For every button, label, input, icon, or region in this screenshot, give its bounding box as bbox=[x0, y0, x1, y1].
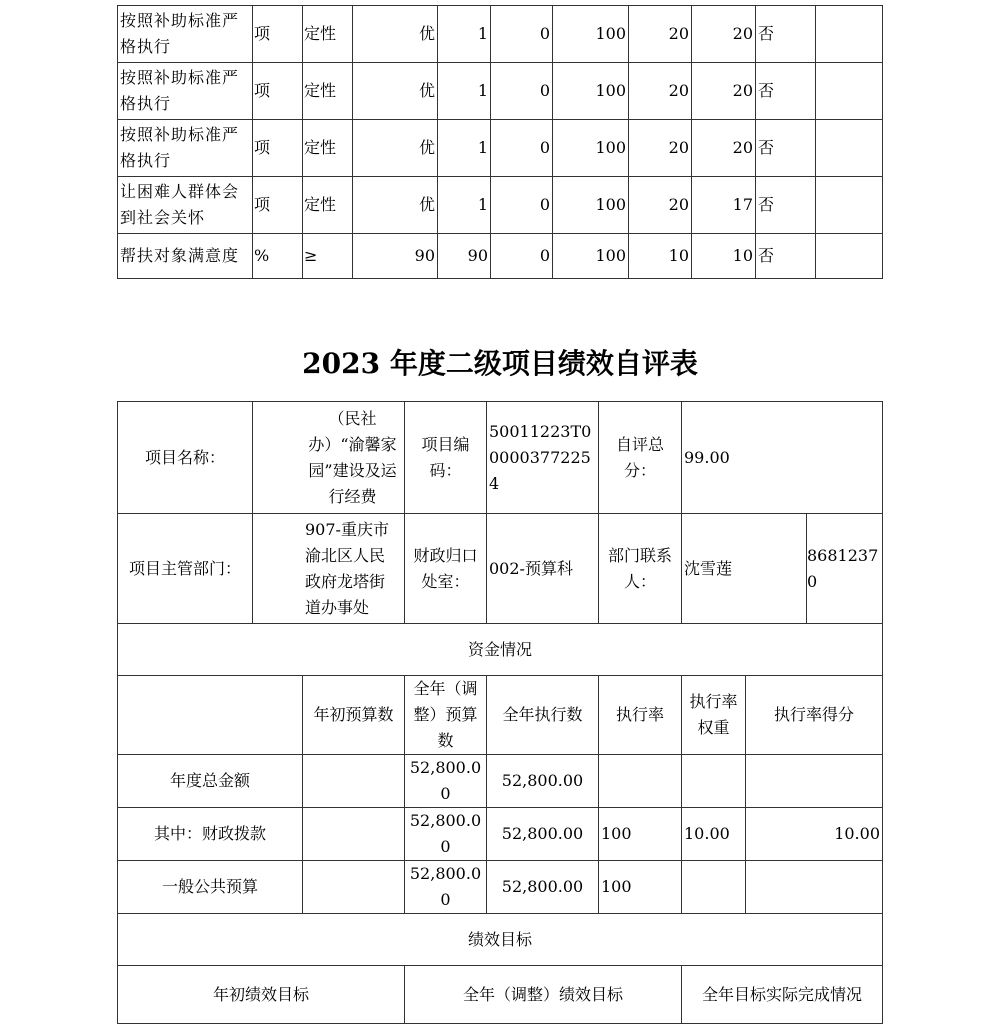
dept-value: 907-重庆市渝北区人民政府龙塔街道办事处 bbox=[253, 514, 405, 624]
indicator-name: 让困难人群体会到社会关怀 bbox=[118, 177, 253, 234]
funds-row-label: 一般公共预算 bbox=[118, 861, 303, 914]
funds-row-label: 年度总金额 bbox=[118, 755, 303, 808]
self-score-value: 99.00 bbox=[682, 402, 883, 514]
funds-row-executed: 52,800.00 bbox=[487, 861, 599, 914]
indicator-weight: 20 bbox=[629, 6, 692, 63]
indicator-score: 17 bbox=[692, 177, 756, 234]
funds-row-rate: 100 bbox=[599, 808, 682, 861]
project-code-label: 项目编码： bbox=[405, 402, 487, 514]
indicator-actual: 0 bbox=[491, 63, 553, 120]
indicator-type: 定性 bbox=[303, 6, 353, 63]
project-name-value: （民社办）“渝馨家园”建设及运行经费 bbox=[253, 402, 405, 514]
goals-header-adjusted: 全年（调整）绩效目标 bbox=[405, 966, 682, 1024]
indicator-row bbox=[118, 63, 883, 120]
indicator-actual: 0 bbox=[491, 234, 553, 279]
indicator-remark bbox=[816, 177, 883, 234]
funds-row-initial bbox=[303, 808, 405, 861]
funds-section-title: 资金情况 bbox=[118, 624, 883, 676]
funds-row bbox=[118, 861, 883, 914]
indicator-target: 1 bbox=[438, 6, 491, 63]
indicator-name: 按照补助标准严格执行 bbox=[118, 63, 253, 120]
indicator-deviation: 否 bbox=[756, 120, 816, 177]
indicator-row bbox=[118, 177, 883, 234]
funds-row bbox=[118, 755, 883, 808]
self-score-label: 自评总分： bbox=[599, 402, 682, 514]
goals-header-initial: 年初绩效目标 bbox=[118, 966, 405, 1024]
indicator-name: 帮扶对象满意度 bbox=[118, 234, 253, 279]
funds-header-score: 执行率得分 bbox=[746, 676, 883, 755]
funds-header-blank bbox=[118, 676, 303, 755]
indicator-remark bbox=[816, 120, 883, 177]
indicator-row bbox=[118, 6, 883, 63]
funds-row bbox=[118, 808, 883, 861]
goals-section-title: 绩效目标 bbox=[118, 914, 883, 966]
indicator-unit: % bbox=[253, 234, 303, 279]
indicator-deviation: 否 bbox=[756, 63, 816, 120]
funds-row-adjusted: 52,800.00 bbox=[405, 808, 487, 861]
indicator-weight: 20 bbox=[629, 63, 692, 120]
funds-row-weight: 10.00 bbox=[682, 808, 746, 861]
indicator-target: 1 bbox=[438, 63, 491, 120]
page-title: 2023 年度二级项目绩效自评表 bbox=[302, 347, 698, 380]
funds-header-weight: 执行率权重 bbox=[682, 676, 746, 755]
indicator-row bbox=[118, 120, 883, 177]
funds-row-weight bbox=[682, 861, 746, 914]
indicator-score: 20 bbox=[692, 120, 756, 177]
indicator-score: 20 bbox=[692, 63, 756, 120]
dept-label: 项目主管部门： bbox=[118, 514, 253, 624]
indicator-weight: 20 bbox=[629, 120, 692, 177]
indicator-name: 按照补助标准严格执行 bbox=[118, 6, 253, 63]
funds-row-adjusted: 52,800.00 bbox=[405, 861, 487, 914]
indicator-type: ≥ bbox=[303, 234, 353, 279]
indicator-score-pct: 100 bbox=[553, 120, 629, 177]
indicator-remark bbox=[816, 234, 883, 279]
indicator-type: 定性 bbox=[303, 120, 353, 177]
indicator-type: 定性 bbox=[303, 63, 353, 120]
funds-row-score: 10.00 bbox=[746, 808, 883, 861]
indicator-actual: 0 bbox=[491, 120, 553, 177]
finance-office-value: 002-预算科 bbox=[487, 514, 599, 624]
funds-row-executed: 52,800.00 bbox=[487, 808, 599, 861]
project-code-value: 50011223T000003772254 bbox=[487, 402, 599, 514]
funds-row-initial bbox=[303, 861, 405, 914]
indicator-name: 按照补助标准严格执行 bbox=[118, 120, 253, 177]
indicator-standard: 90 bbox=[353, 234, 438, 279]
indicator-target: 90 bbox=[438, 234, 491, 279]
indicator-unit: 项 bbox=[253, 177, 303, 234]
funds-header-adjusted: 全年（调整）预算数 bbox=[405, 676, 487, 755]
indicator-unit: 项 bbox=[253, 63, 303, 120]
indicator-score-pct: 100 bbox=[553, 234, 629, 279]
indicator-score: 20 bbox=[692, 6, 756, 63]
indicator-type: 定性 bbox=[303, 177, 353, 234]
goals-header-actual: 全年目标实际完成情况 bbox=[682, 966, 883, 1024]
indicator-actual: 0 bbox=[491, 6, 553, 63]
indicator-remark bbox=[816, 63, 883, 120]
indicator-standard: 优 bbox=[353, 120, 438, 177]
funds-header-initial: 年初预算数 bbox=[303, 676, 405, 755]
indicator-remark bbox=[816, 6, 883, 63]
funds-row-adjusted: 52,800.00 bbox=[405, 755, 487, 808]
indicator-unit: 项 bbox=[253, 6, 303, 63]
indicator-deviation: 否 bbox=[756, 6, 816, 63]
funds-row-weight bbox=[682, 755, 746, 808]
project-name-label: 项目名称： bbox=[118, 402, 253, 514]
indicator-standard: 优 bbox=[353, 6, 438, 63]
indicator-score-pct: 100 bbox=[553, 63, 629, 120]
indicator-actual: 0 bbox=[491, 177, 553, 234]
contact-value: 沈雪莲 bbox=[682, 514, 807, 624]
funds-row-rate: 100 bbox=[599, 861, 682, 914]
funds-row-label: 其中：财政拨款 bbox=[118, 808, 303, 861]
indicator-unit: 项 bbox=[253, 120, 303, 177]
indicator-standard: 优 bbox=[353, 177, 438, 234]
evaluation-table bbox=[117, 401, 883, 1024]
funds-row-executed: 52,800.00 bbox=[487, 755, 599, 808]
indicator-weight: 20 bbox=[629, 177, 692, 234]
funds-row-initial bbox=[303, 755, 405, 808]
indicator-score-pct: 100 bbox=[553, 177, 629, 234]
funds-header-executed: 全年执行数 bbox=[487, 676, 599, 755]
funds-row-rate bbox=[599, 755, 682, 808]
indicator-score: 10 bbox=[692, 234, 756, 279]
indicator-target: 1 bbox=[438, 177, 491, 234]
indicator-deviation: 否 bbox=[756, 234, 816, 279]
funds-row-score bbox=[746, 755, 883, 808]
indicator-weight: 10 bbox=[629, 234, 692, 279]
indicator-table bbox=[117, 5, 883, 279]
indicator-row bbox=[118, 234, 883, 279]
funds-header-rate: 执行率 bbox=[599, 676, 682, 755]
contact-label: 部门联系人： bbox=[599, 514, 682, 624]
phone-value: 86812370 bbox=[807, 545, 879, 591]
indicator-deviation: 否 bbox=[756, 177, 816, 234]
phone-cell bbox=[807, 514, 883, 624]
indicator-target: 1 bbox=[438, 120, 491, 177]
indicator-score-pct: 100 bbox=[553, 6, 629, 63]
finance-office-label: 财政归口处室： bbox=[405, 514, 487, 624]
indicator-standard: 优 bbox=[353, 63, 438, 120]
funds-row-score bbox=[746, 861, 883, 914]
